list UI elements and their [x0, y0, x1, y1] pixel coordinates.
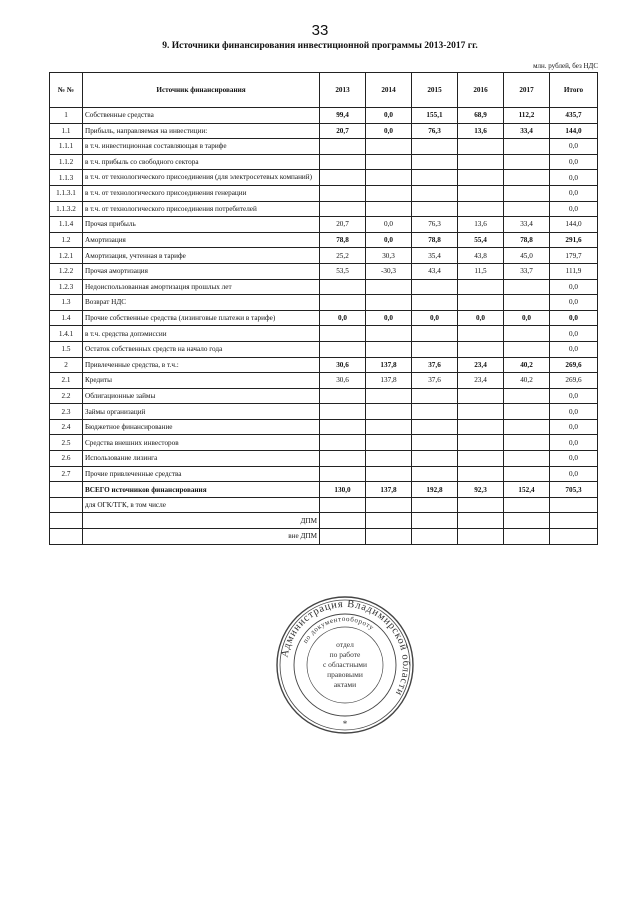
header-source: Источник финансирования [83, 73, 320, 108]
row-value-cell [504, 279, 550, 295]
row-value-cell: 0,0 [366, 232, 412, 248]
header-num: № № [50, 73, 83, 108]
table-row [50, 154, 598, 170]
row-number: 2.2 [50, 388, 83, 404]
row-source-name: Остаток собственных средств на начало года [83, 341, 320, 357]
row-value-cell: 92,3 [458, 482, 504, 498]
row-source-name: Возврат НДС [83, 295, 320, 311]
row-value-cell [504, 341, 550, 357]
row-value-cell: 111,9 [550, 263, 598, 279]
row-value-cell [412, 341, 458, 357]
row-value-cell: 0,0 [550, 341, 598, 357]
row-value-cell: 78,8 [412, 232, 458, 248]
row-value-cell [458, 170, 504, 186]
row-number: 1.1 [50, 123, 83, 139]
table-row [50, 185, 598, 201]
row-value-cell [320, 497, 366, 513]
row-value-cell [504, 295, 550, 311]
row-value-cell [458, 435, 504, 451]
financing-table [49, 72, 598, 545]
row-value-cell: 0,0 [550, 154, 598, 170]
row-value-cell: 0,0 [550, 170, 598, 186]
table-body [50, 108, 598, 545]
table-row [50, 419, 598, 435]
row-value-cell [366, 201, 412, 217]
row-value-cell: 99,4 [320, 108, 366, 124]
row-value-cell: 0,0 [412, 310, 458, 326]
row-value-cell [504, 201, 550, 217]
row-value-cell: 137,8 [366, 373, 412, 389]
seal-center-line: правовыми [327, 670, 363, 679]
row-source-name: Амортизация [83, 232, 320, 248]
row-value-cell: 0,0 [366, 217, 412, 233]
row-value-cell [412, 170, 458, 186]
units-note: млн. рублей, без НДС [533, 62, 598, 70]
row-value-cell [412, 201, 458, 217]
row-value-cell [458, 404, 504, 420]
row-value-cell [320, 139, 366, 155]
row-value-cell: 43,4 [412, 263, 458, 279]
row-value-cell [320, 466, 366, 482]
row-value-cell: 179,7 [550, 248, 598, 264]
row-value-cell [366, 185, 412, 201]
row-number: 1 [50, 108, 83, 124]
row-value-cell: 33,4 [504, 123, 550, 139]
table-row [50, 357, 598, 373]
row-value-cell [412, 404, 458, 420]
row-value-cell: 435,7 [550, 108, 598, 124]
row-number: 1.5 [50, 341, 83, 357]
row-source-name: в т.ч. от технологического присоединения потребителей [83, 201, 320, 217]
row-source-name: Недоиспользованная амортизация прошлых лет [83, 279, 320, 295]
row-number: 1.1.3.2 [50, 201, 83, 217]
table-row [50, 513, 598, 529]
row-value-cell: 0,0 [550, 295, 598, 311]
table-row [50, 529, 598, 545]
seal-center-line: с областными [322, 660, 368, 669]
row-value-cell [320, 170, 366, 186]
seal-center-line: актами [333, 680, 357, 689]
row-value-cell: 144,0 [550, 217, 598, 233]
row-value-cell [366, 513, 412, 529]
row-value-cell: 45,0 [504, 248, 550, 264]
row-source-name: Амортизация, учтенная в тарифе [83, 248, 320, 264]
row-value-cell: 35,4 [412, 248, 458, 264]
header-col: Итого [550, 73, 598, 108]
row-value-cell: 25,2 [320, 248, 366, 264]
row-value-cell [366, 404, 412, 420]
row-source-name: в т.ч. от технологического присоединения (для электросетевых компаний) [83, 170, 320, 186]
row-number: 1.1.4 [50, 217, 83, 233]
row-source-name: Прочие привлеченные средства [83, 466, 320, 482]
header-col: 2017 [504, 73, 550, 108]
row-value-cell: 0,0 [550, 310, 598, 326]
row-value-cell [366, 529, 412, 545]
row-value-cell [412, 466, 458, 482]
row-value-cell [412, 279, 458, 295]
row-source-name: ВСЕГО источников финансирования [83, 482, 320, 498]
table-row [50, 139, 598, 155]
row-value-cell: 0,0 [504, 310, 550, 326]
row-value-cell [366, 279, 412, 295]
row-value-cell [458, 341, 504, 357]
row-value-cell [320, 341, 366, 357]
row-value-cell [504, 466, 550, 482]
row-value-cell: 76,3 [412, 123, 458, 139]
row-number: 2.5 [50, 435, 83, 451]
row-value-cell [504, 404, 550, 420]
row-value-cell [504, 513, 550, 529]
table-row [50, 326, 598, 342]
row-number: 2.3 [50, 404, 83, 420]
table-row [50, 217, 598, 233]
table-row [50, 341, 598, 357]
row-value-cell [458, 497, 504, 513]
row-source-name: для ОГК/ТГК, в том числе [83, 497, 320, 513]
row-value-cell [458, 139, 504, 155]
row-source-name: Прочие собственные средства (лизинговые платежи в тарифе) [83, 310, 320, 326]
row-value-cell: -30,3 [366, 263, 412, 279]
row-value-cell [366, 497, 412, 513]
header-col: 2014 [366, 73, 412, 108]
row-value-cell: 0,0 [550, 435, 598, 451]
row-value-cell [412, 388, 458, 404]
row-source-name: в т.ч. прибыль со свободного сектора [83, 154, 320, 170]
row-value-cell [366, 139, 412, 155]
seal-center-text [323, 640, 367, 689]
row-source-name: Прибыль, направляемая на инвестиции: [83, 123, 320, 139]
row-value-cell: 33,4 [504, 217, 550, 233]
row-number: 1.1.3 [50, 170, 83, 186]
table-row [50, 170, 598, 186]
row-source-name: Прочая амортизация [83, 263, 320, 279]
row-value-cell [320, 185, 366, 201]
row-value-cell: 37,6 [412, 373, 458, 389]
row-value-cell [458, 279, 504, 295]
table-row [50, 232, 598, 248]
row-value-cell: 0,0 [550, 185, 598, 201]
row-value-cell [504, 497, 550, 513]
row-source-name: Кредиты [83, 373, 320, 389]
row-value-cell [504, 529, 550, 545]
row-value-cell: 78,8 [320, 232, 366, 248]
row-value-cell: 33,7 [504, 263, 550, 279]
row-number: 1.4.1 [50, 326, 83, 342]
row-source-name: в т.ч. от технологического присоединения генерации [83, 185, 320, 201]
row-value-cell: 0,0 [550, 201, 598, 217]
row-value-cell: 76,3 [412, 217, 458, 233]
row-number [50, 529, 83, 545]
row-value-cell [458, 419, 504, 435]
row-value-cell [412, 139, 458, 155]
header-col: 2013 [320, 73, 366, 108]
row-value-cell [320, 388, 366, 404]
row-value-cell [458, 451, 504, 467]
row-value-cell [458, 388, 504, 404]
row-value-cell [320, 451, 366, 467]
row-value-cell [320, 295, 366, 311]
seal-inner-text: по документообороту [301, 614, 376, 645]
row-value-cell [320, 529, 366, 545]
row-value-cell [504, 139, 550, 155]
row-value-cell [504, 326, 550, 342]
row-value-cell [320, 154, 366, 170]
row-value-cell: 130,0 [320, 482, 366, 498]
row-number: 2.1 [50, 373, 83, 389]
table-row [50, 201, 598, 217]
row-value-cell: 137,8 [366, 482, 412, 498]
row-value-cell: 40,2 [504, 357, 550, 373]
row-value-cell [504, 419, 550, 435]
row-value-cell: 0,0 [550, 451, 598, 467]
row-number: 1.2.1 [50, 248, 83, 264]
row-value-cell [504, 435, 550, 451]
row-value-cell: 705,3 [550, 482, 598, 498]
row-value-cell: 37,6 [412, 357, 458, 373]
table-row [50, 388, 598, 404]
row-value-cell: 20,7 [320, 217, 366, 233]
row-value-cell [320, 279, 366, 295]
row-source-name: Облигационные займы [83, 388, 320, 404]
row-value-cell: 0,0 [320, 310, 366, 326]
row-source-name: в т.ч. средства допэмиссии [83, 326, 320, 342]
page-number: 33 [311, 22, 329, 39]
row-value-cell: 23,4 [458, 357, 504, 373]
row-value-cell [458, 185, 504, 201]
table-row [50, 373, 598, 389]
row-value-cell: 23,4 [458, 373, 504, 389]
row-source-name: вне ДПМ [83, 529, 320, 545]
row-value-cell [504, 154, 550, 170]
row-value-cell [412, 513, 458, 529]
row-value-cell [458, 154, 504, 170]
row-number: 1.2.3 [50, 279, 83, 295]
header-col: 2016 [458, 73, 504, 108]
row-value-cell [366, 326, 412, 342]
row-value-cell [412, 529, 458, 545]
row-number: 1.4 [50, 310, 83, 326]
row-value-cell: 30,6 [320, 373, 366, 389]
row-value-cell: 55,4 [458, 232, 504, 248]
row-number: 1.1.1 [50, 139, 83, 155]
row-source-name: Собственные средства [83, 108, 320, 124]
seal-star-icon: * [342, 719, 348, 729]
row-value-cell [412, 419, 458, 435]
row-value-cell: 0,0 [458, 310, 504, 326]
table-row [50, 263, 598, 279]
row-value-cell [320, 201, 366, 217]
row-value-cell: 192,8 [412, 482, 458, 498]
row-value-cell [458, 201, 504, 217]
row-value-cell: 78,8 [504, 232, 550, 248]
row-value-cell [550, 497, 598, 513]
row-number: 1.3 [50, 295, 83, 311]
row-value-cell [504, 451, 550, 467]
row-value-cell [458, 466, 504, 482]
row-value-cell: 0,0 [366, 108, 412, 124]
row-source-name: Средства внешних инвесторов [83, 435, 320, 451]
header-col: 2015 [412, 73, 458, 108]
row-value-cell: 269,6 [550, 357, 598, 373]
row-number: 1.1.2 [50, 154, 83, 170]
row-value-cell: 53,5 [320, 263, 366, 279]
row-value-cell: 0,0 [550, 404, 598, 420]
row-value-cell: 137,8 [366, 357, 412, 373]
row-value-cell [458, 295, 504, 311]
row-value-cell: 68,9 [458, 108, 504, 124]
row-value-cell [412, 154, 458, 170]
row-value-cell [412, 435, 458, 451]
row-number: 1.2 [50, 232, 83, 248]
row-value-cell [366, 170, 412, 186]
row-value-cell: 0,0 [366, 123, 412, 139]
row-value-cell [504, 388, 550, 404]
row-value-cell [366, 451, 412, 467]
row-value-cell: 0,0 [550, 139, 598, 155]
row-value-cell: 20,7 [320, 123, 366, 139]
row-value-cell: 11,5 [458, 263, 504, 279]
row-value-cell: 30,6 [320, 357, 366, 373]
row-value-cell [504, 170, 550, 186]
row-value-cell [550, 529, 598, 545]
row-value-cell: 13,6 [458, 123, 504, 139]
table-row [50, 404, 598, 420]
row-value-cell: 0,0 [366, 310, 412, 326]
row-value-cell [412, 497, 458, 513]
table-row [50, 123, 598, 139]
row-value-cell [366, 419, 412, 435]
row-source-name: Привлеченные средства, в т.ч.: [83, 357, 320, 373]
table-row [50, 497, 598, 513]
table-row [50, 466, 598, 482]
row-value-cell: 0,0 [550, 466, 598, 482]
row-value-cell [320, 404, 366, 420]
row-value-cell: 43,8 [458, 248, 504, 264]
row-value-cell [412, 326, 458, 342]
row-value-cell [366, 341, 412, 357]
table-row [50, 295, 598, 311]
row-value-cell: 155,1 [412, 108, 458, 124]
row-value-cell [366, 466, 412, 482]
row-number: 1.1.3.1 [50, 185, 83, 201]
row-number: 2.4 [50, 419, 83, 435]
row-number: 2.7 [50, 466, 83, 482]
row-value-cell [412, 295, 458, 311]
table-row [50, 451, 598, 467]
table-row [50, 279, 598, 295]
row-value-cell [366, 388, 412, 404]
row-source-name: ДПМ [83, 513, 320, 529]
row-value-cell [320, 419, 366, 435]
row-number: 2 [50, 357, 83, 373]
row-value-cell: 269,6 [550, 373, 598, 389]
row-value-cell: 144,0 [550, 123, 598, 139]
row-value-cell: 112,2 [504, 108, 550, 124]
table-row [50, 108, 598, 124]
row-value-cell [366, 295, 412, 311]
row-number [50, 497, 83, 513]
row-value-cell [320, 326, 366, 342]
row-value-cell: 291,6 [550, 232, 598, 248]
document-title: 9. Источники финансирования инвестиционной программы 2013-2017 гг. [162, 41, 478, 51]
row-value-cell [412, 185, 458, 201]
row-value-cell [320, 513, 366, 529]
row-value-cell: 0,0 [550, 326, 598, 342]
row-value-cell [412, 451, 458, 467]
row-source-name: Использование лизинга [83, 451, 320, 467]
row-number [50, 482, 83, 498]
row-value-cell [366, 435, 412, 451]
table-header-row [50, 73, 598, 108]
table-row [50, 310, 598, 326]
row-value-cell: 13,6 [458, 217, 504, 233]
row-value-cell [366, 154, 412, 170]
row-source-name: Займы организаций [83, 404, 320, 420]
row-value-cell [458, 513, 504, 529]
official-seal-stamp [275, 595, 415, 735]
row-source-name: Бюджетное финансирование [83, 419, 320, 435]
row-value-cell: 152,4 [504, 482, 550, 498]
row-value-cell: 30,3 [366, 248, 412, 264]
row-value-cell [550, 513, 598, 529]
table-row [50, 482, 598, 498]
row-source-name: Прочая прибыль [83, 217, 320, 233]
seal-center-line: отдел [336, 640, 354, 649]
row-source-name: в т.ч. инвестиционная составляющая в тарифе [83, 139, 320, 155]
row-value-cell: 0,0 [550, 388, 598, 404]
row-value-cell: 40,2 [504, 373, 550, 389]
table-row [50, 248, 598, 264]
row-number: 2.6 [50, 451, 83, 467]
row-number: 1.2.2 [50, 263, 83, 279]
seal-center-line: по работе [329, 650, 361, 659]
row-value-cell [458, 529, 504, 545]
table-row [50, 435, 598, 451]
row-value-cell [504, 185, 550, 201]
seal-outer-text: Администрация Владимирской области [279, 598, 412, 698]
row-value-cell [320, 435, 366, 451]
row-value-cell [458, 326, 504, 342]
row-value-cell: 0,0 [550, 279, 598, 295]
row-value-cell: 0,0 [550, 419, 598, 435]
row-number [50, 513, 83, 529]
